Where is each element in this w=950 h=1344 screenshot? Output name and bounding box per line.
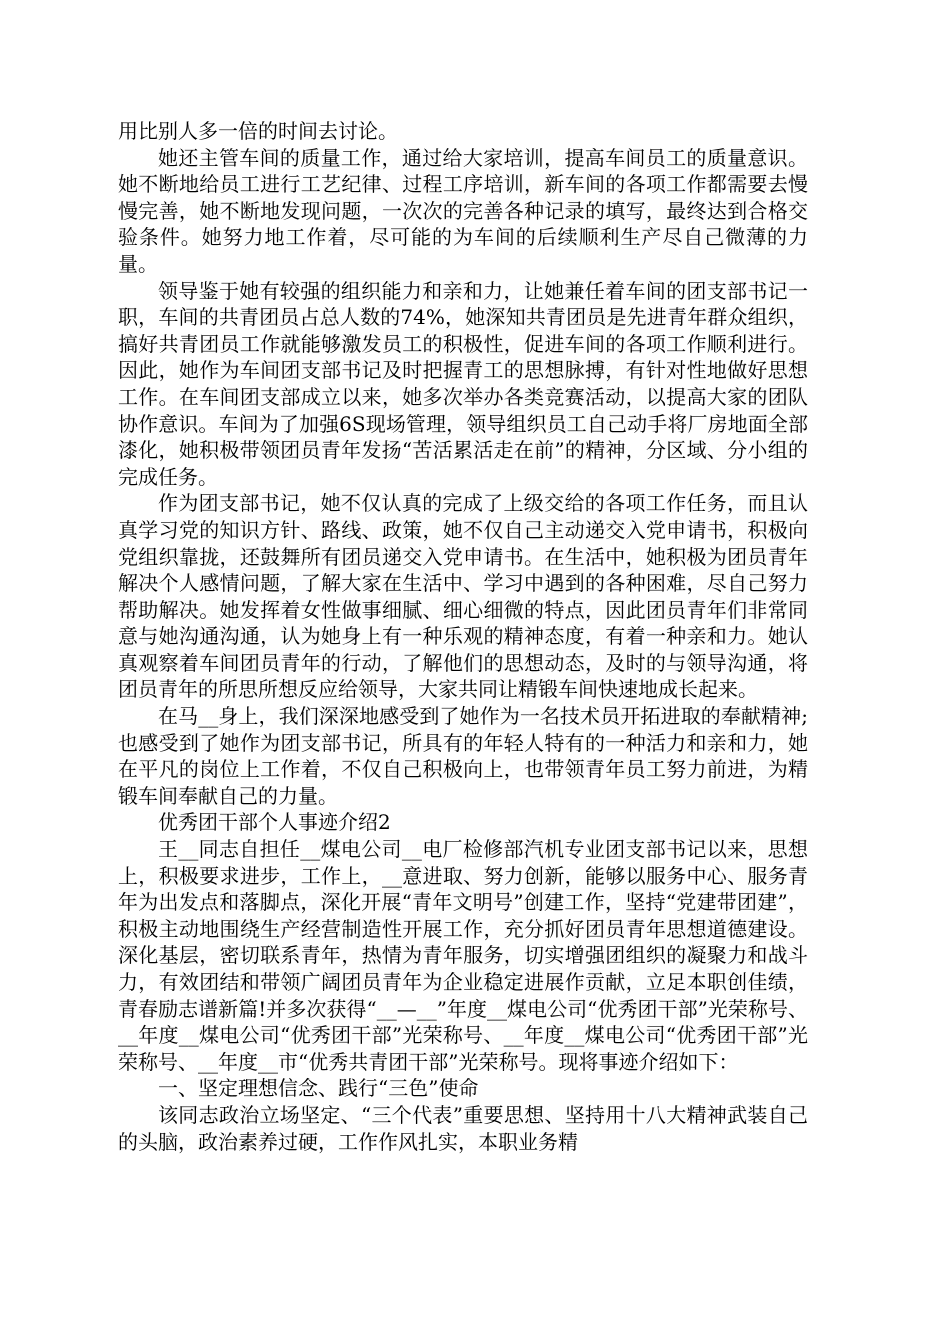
paragraph-1: 用比别人多一倍的时间去讨论。: [118, 119, 398, 143]
section-title: 优秀团干部个人事迹介绍2: [158, 810, 391, 835]
subsection-heading: 一、坚定理想信念、践行“三色”使命: [158, 1076, 479, 1101]
paragraph-4: 作为团支部书记，她不仅认真的完成了上级交给的各项工作任务，而且认真学习党的知识方针、路线、政策，她不仅自己主动递交入党申请书，积极向党组织靠拢，还鼓舞所有团员递交入党申请书。在生活中，她积极为团员青年解决个人感情问题，了解大家在生活中、学习中遇到的各种困难，尽自己努力帮助解决。她发挥着女性做事细腻、细心细微的特点，因此团员青年们非常同意与她沟通沟通，认为她身上有一种乐观的精神态度，有着一种亲和力。她认真观察着车间团员青年的行动，了解他们的思想动态，及时的与领导沟通，将团员青年的所思所想反应给领导，大家共同让精锻车间快速地成长起来。: [118, 491, 808, 702]
paragraph-6: 王__同志自担任__煤电公司__电厂检修部汽机专业团支部书记以来，思想上，积极要求进步，工作上，__意进取、努力创新，能够以服务中心、服务青年为出发点和落脚点，深化开展“青年文明号”创建工作，坚持“党建带团建”，积极主动地围绕生产经营制造性开展工作，充分抓好团员青年思想道德建设。深化基层，密切联系青年，热情为青年服务，切实增强团组织的凝聚力和战斗力，有效团结和带领广阔团员青年为企业稳定进展作贡献，立足本职创佳绩，青春励志谱新篇!并多次获得“__—__”年度__煤电公司“优秀团干部”光荣称号、__年度__煤电公司“优秀团干部”光荣称号、__年度__煤电公司“优秀团干部”光荣称号、__年度__市“优秀共青团干部”光荣称号。现将事迹介绍如下：: [118, 837, 808, 1074]
paragraph-3: 领导鉴于她有较强的组织能力和亲和力，让她兼任着车间的团支部书记一职，车间的共青团员占总人数的74%，她深知共青团员是先进青年群众组织，搞好共青团员工作就能够激发员工的积极性，促进车间的各项工作顺利进行。因此，她作为车间团支部书记及时把握青工的思想脉搏，有针对性地做好思想工作。在车间团支部成立以来，她多次举办各类竞赛活动，以提高大家的团队协作意识。车间为了加强6S现场管理，领导组织员工自己动手将厂房地面全部漆化，她积极带领团员青年发扬“苦活累活走在前”的精神，分区域、分小组的完成任务。: [118, 278, 808, 489]
paragraph-7: 该同志政治立场坚定、“三个代表”重要思想、坚持用十八大精神武装自己的头脑，政治素养过硬，工作作风扎实，本职业务精: [118, 1102, 808, 1154]
document-page: [118, 118, 808, 1155]
paragraph-5: 在马__身上，我们深深地感受到了她作为一名技术员开拓进取的奉献精神;也感受到了她作为团支部书记，所具有的年轻人特有的一种活力和亲和力，她在平凡的岗位上工作着，不仅自己积极向上，也带领青年员工努力前进，为精锻车间奉献自己的力量。: [118, 704, 808, 808]
paragraph-2: 她还主管车间的质量工作，通过给大家培训，提高车间员工的质量意识。她不断地给员工进行工艺纪律、过程工序培训，新车间的各项工作都需要去慢慢完善，她不断地发现问题，一次次的完善各种记录的填写，最终达到合格交验条件。她努力地工作着，尽可能的为车间的后续顺利生产尽自己微薄的力量。: [118, 145, 808, 276]
